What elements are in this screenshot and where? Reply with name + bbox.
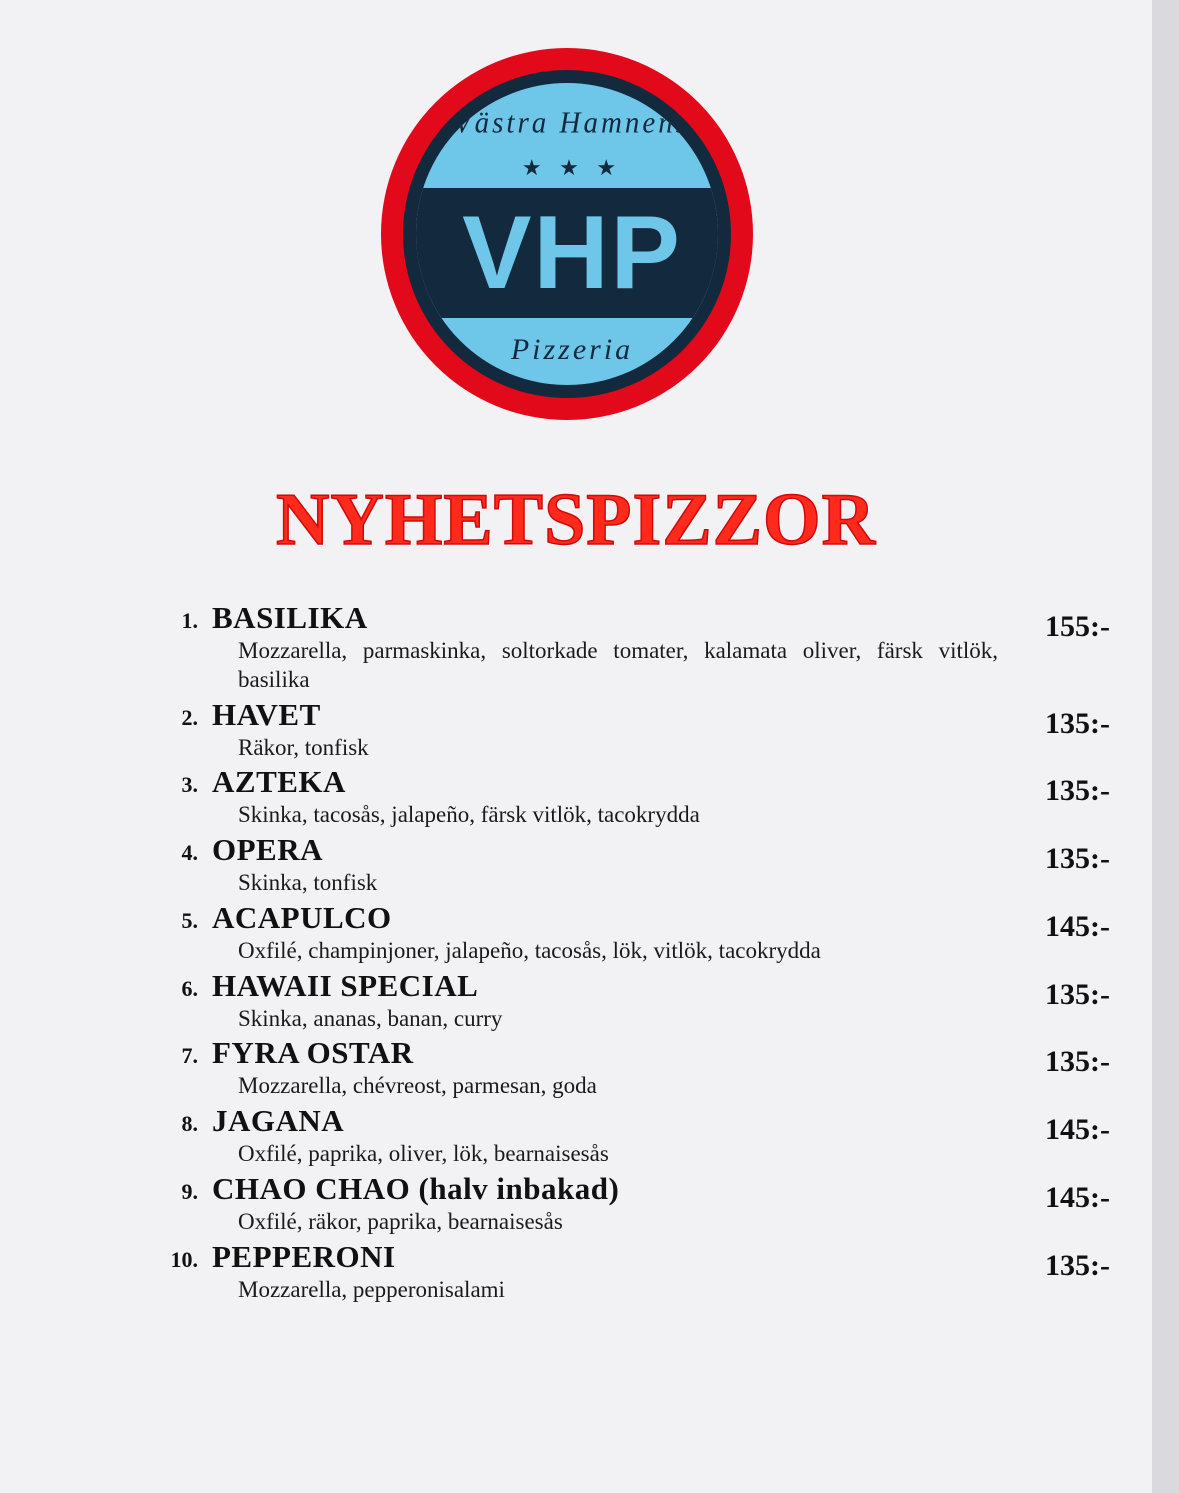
page-edge-shadow <box>1152 0 1179 1493</box>
item-name: HAWAII SPECIAL <box>212 967 479 1003</box>
item-price: 155:- <box>1045 610 1110 643</box>
list-item <box>150 968 1110 1034</box>
item-description: Oxfilé, champinjoner, jalapeño, tacosås, lök, vitlök, tacokrydda <box>238 937 821 963</box>
list-item <box>150 1171 1110 1237</box>
item-description: Mozzarella, chévreost, parmesan, goda <box>238 1073 597 1099</box>
item-number: 6. <box>181 975 198 1001</box>
list-item <box>150 600 1110 695</box>
stars-icon: ★ ★ ★ <box>521 155 623 180</box>
item-price: 135:- <box>1045 706 1110 740</box>
item-price: 135:- <box>1045 842 1110 875</box>
item-name: OPERA <box>212 832 323 867</box>
item-name: AZTEKA <box>212 764 346 800</box>
item-price: 135:- <box>1045 1248 1110 1282</box>
item-number: 9. <box>181 1178 198 1204</box>
item-description: Räkor, tonfisk <box>238 734 369 760</box>
logo-brand-bottom: Pizzeria <box>510 333 634 366</box>
item-number: 5. <box>181 907 198 933</box>
item-description: Oxfilé, räkor, paprika, bearnaisesås <box>238 1208 563 1234</box>
item-name: BASILIKA <box>212 600 368 635</box>
item-price: 145:- <box>1045 1113 1110 1146</box>
page-title: NYHETSPIZZOR <box>275 479 877 561</box>
item-description: Skinka, tacosås, jalapeño, färsk vitlök, tacokrydda <box>238 802 700 828</box>
item-price: 135:- <box>1045 774 1110 808</box>
list-item <box>150 697 1110 763</box>
item-number: 7. <box>181 1043 198 1069</box>
item-description: Skinka, ananas, banan, curry <box>238 1005 503 1031</box>
item-description: Skinka, tonfisk <box>238 870 378 895</box>
item-number: 10. <box>170 1246 198 1272</box>
item-price: 145:- <box>1045 909 1110 943</box>
item-description: Mozzarella, parmaskinka, soltorkade tomater, kalamata oliver, färsk vitlök, basilika <box>238 638 998 692</box>
bottlecap-face <box>411 78 723 390</box>
item-number: 2. <box>181 704 198 730</box>
item-name: JAGANA <box>212 1103 345 1138</box>
item-number: 3. <box>181 772 198 798</box>
list-item <box>150 764 1110 830</box>
item-price: 135:- <box>1045 977 1110 1011</box>
list-item <box>150 1239 1110 1305</box>
item-name: ACAPULCO <box>212 899 392 935</box>
list-item <box>150 1035 1110 1101</box>
item-name: CHAO CHAO (halv inbakad) <box>212 1170 620 1206</box>
list-item <box>150 832 1110 898</box>
list-item <box>150 1103 1110 1169</box>
item-number: 8. <box>181 1111 198 1136</box>
list-item <box>150 900 1110 966</box>
item-name: HAVET <box>212 696 321 732</box>
item-description: Oxfilé, paprika, oliver, lök, bearnaisesås <box>238 1141 609 1166</box>
item-price: 145:- <box>1045 1180 1110 1214</box>
item-number: 4. <box>181 840 198 865</box>
item-number: 1. <box>181 608 198 633</box>
item-description: Mozzarella, pepperonisalami <box>238 1276 505 1302</box>
item-price: 135:- <box>1045 1045 1110 1079</box>
item-name: PEPPERONI <box>212 1238 396 1274</box>
logo-brand-top: Västra Hamnens <box>453 106 691 140</box>
menu-list <box>150 600 1110 1306</box>
logo-initials: VHP <box>462 195 682 311</box>
item-name: FYRA OSTAR <box>212 1035 414 1071</box>
vhp-logo <box>381 48 753 420</box>
